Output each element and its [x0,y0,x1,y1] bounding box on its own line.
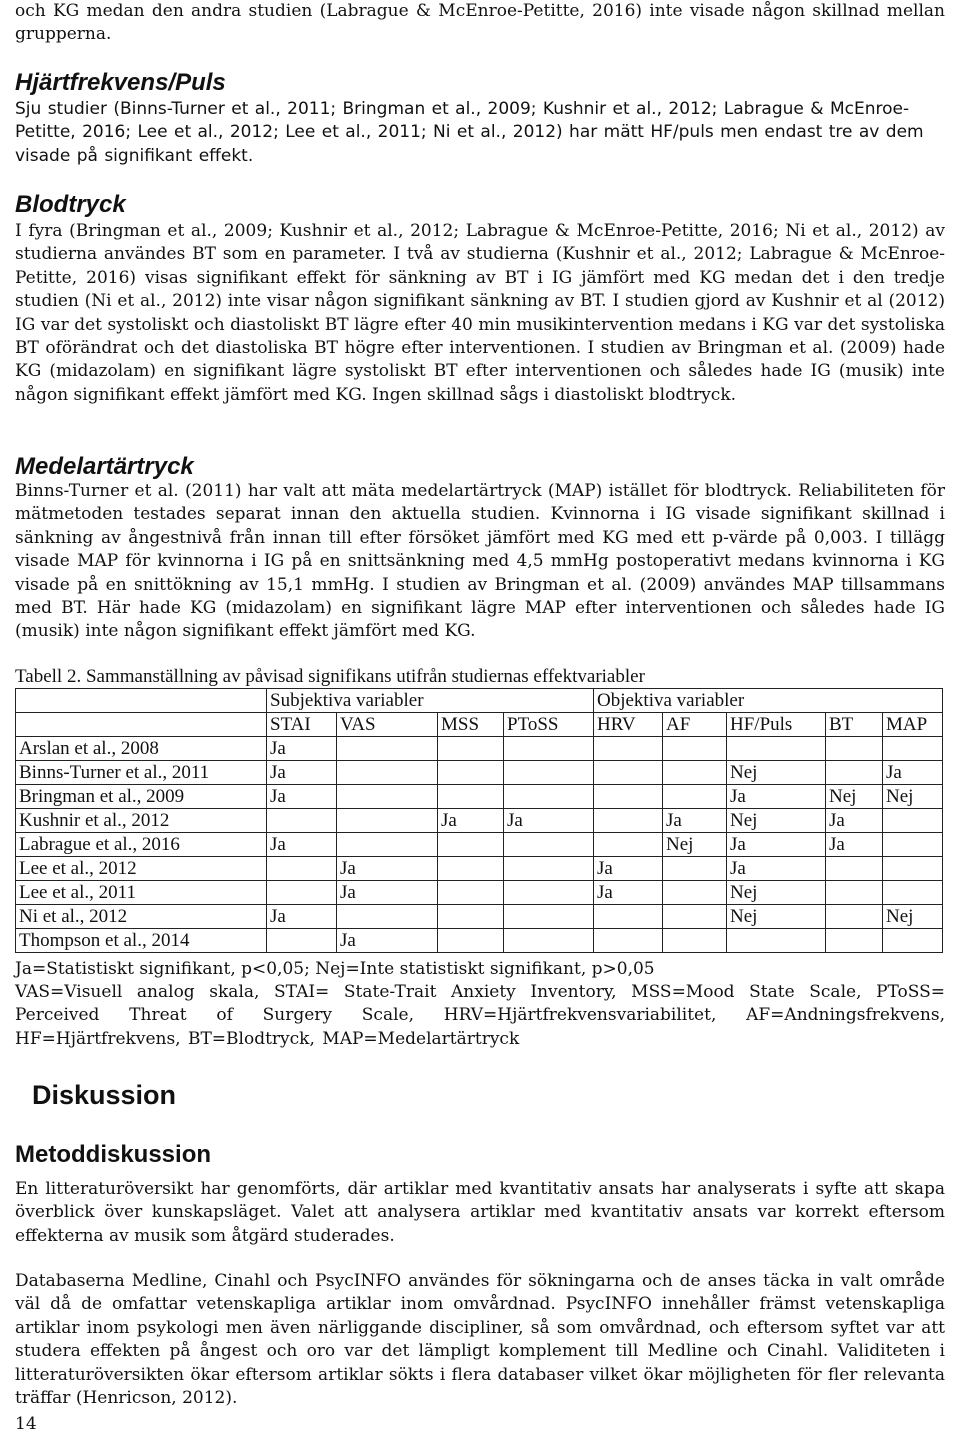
result-cell [267,809,337,833]
table-body [16,737,943,953]
result-cell: Nej [663,833,727,857]
table-row [16,857,943,881]
table-header-row [16,713,943,737]
result-cell [663,785,727,809]
result-cell: Nej [883,905,943,929]
result-cell [663,761,727,785]
column-header: STAI [267,713,337,737]
result-cell [826,881,883,905]
result-cell [438,761,504,785]
study-cell: Labrague et al., 2016 [16,833,267,857]
column-header: HF/Puls [727,713,826,737]
result-cell [883,857,943,881]
result-cell [267,929,337,953]
method-paragraph-1: En litteraturöversikt har genomförts, där artiklar med kvantitativ ansats har analyserats i syfte att skapa överblick över kunskapsläget. Valet att analysera artiklar med kvantitativ ansats var korrekt eftersom effekterna av musik som åtgärd studerades. [15,1179,945,1246]
result-cell [337,785,438,809]
result-cell [267,881,337,905]
study-cell: Bringman et al., 2009 [16,785,267,809]
table-corner-cell [16,689,267,713]
result-cell [438,833,504,857]
bp-paragraph: I fyra (Bringman et al., 2009; Kushnir et al., 2012; Labrague & McEnroe-Petitte, 2016; Ni et al., 2012) av studierna användes BT som en parameter. I två av studierna (Kushnir et al., 2012; Labrague & McEnroe-Petitte, 2016) visas signifikant effekt för sänkning av BT i IG jämfört med KG medan det i den tredje studien (Ni et al., 2012) inte visar någon signifikant sänkning av BT. I studien gjord av Kushnir et al (2012) IG var det systoliskt och diastoliskt BT lägre efter 40 min musikintervention medans i KG var det systoliska BT oförändrat och det diastoliska BT högre efter interventionen. I studien av Bringman et al. (2009) hade KG (midazolam) en signifikant lägre systoliskt BT efter interventionen och således hade IG (musik) inte någon signifikant effekt jämfört med KG. Ingen skillnad sågs i diastoliskt blodtryck. [15,221,945,405]
result-cell [883,833,943,857]
result-cell [504,857,594,881]
result-cell [727,929,826,953]
column-header: BT [826,713,883,737]
result-cell [438,785,504,809]
result-cell [337,905,438,929]
result-cell: Ja [337,881,438,905]
column-header: AF [663,713,727,737]
method-paragraph-2: Databaserna Medline, Cinahl och PsycINFO användes för sökningarna och de anses täcka in valt område väl då de omfattar vetenskapliga artiklar inom omvårdnad. PsycINFO innehåller främst vetenskapliga artiklar inom psykologi men även närliggande discipliner, så som omvårdnad, och eftersom syftet var att studera effekten på ångest och oro var det lämpligt komplement till Medline och Cinahl. Validiteten i litteraturöversikten ökar eftersom artiklar sökts i flera databaser vilket ökar möjligheten för fler relevanta träffar (Henricson, 2012). [15,1271,945,1409]
result-cell [663,929,727,953]
result-cell [337,737,438,761]
hr-heading: Hjärtfrekvens/Puls [15,69,226,96]
result-cell: Ja [594,881,663,905]
study-cell: Arslan et al., 2008 [16,737,267,761]
result-cell: Ja [267,833,337,857]
result-cell: Ja [727,833,826,857]
table-row [16,905,943,929]
method-discussion-heading: Metoddiskussion [15,1141,212,1168]
result-cell: Ja [337,857,438,881]
result-cell [826,905,883,929]
result-cell: Ja [438,809,504,833]
table-row [16,809,943,833]
column-header: PToSS [504,713,594,737]
result-cell [663,857,727,881]
result-cell [438,737,504,761]
result-cell [727,737,826,761]
study-cell: Lee et al., 2012 [16,857,267,881]
result-cell [594,761,663,785]
table-row [16,833,943,857]
result-cell: Ja [267,761,337,785]
study-cell: Lee et al., 2011 [16,881,267,905]
result-cell [883,809,943,833]
table-legend-significance: Ja=Statistiskt signifikant, p<0,05; Nej=Inte statistiskt signifikant, p>0,05 [15,959,655,979]
result-cell: Nej [727,905,826,929]
result-cell [594,929,663,953]
result-cell [594,809,663,833]
study-cell: Ni et al., 2012 [16,905,267,929]
result-cell [594,833,663,857]
result-cell [826,929,883,953]
discussion-heading: Diskussion [32,1080,177,1110]
result-cell [826,737,883,761]
result-cell [594,737,663,761]
result-cell [826,761,883,785]
column-header: MAP [883,713,943,737]
result-cell [504,881,594,905]
map-heading: Medelartärtryck [15,453,194,480]
result-cell [504,761,594,785]
result-cell: Ja [727,785,826,809]
table-caption: Tabell 2. Sammanställning av påvisad signifikans utifrån studiernas effektvariabler [15,666,645,687]
result-cell: Nej [727,809,826,833]
column-header: VAS [337,713,438,737]
map-paragraph: Binns-Turner et al. (2011) har valt att mäta medelartärtryck (MAP) istället för blodtryck. Reliabiliteten för mätmetoden testades separat innan den aktuella studien. Kvinnorna i IG visade signifikant skillnad i sänkning av ångestnivå från innan till efter försöket jämfört med KG med ett p-värde på 0,003. I tillägg visade MAP för kvinnorna i IG på en snittsänkning med 4,5 mmHg postoperativt medans kvinnorna i KG visade på en snittökning av 15,1 mmHg. I studien av Bringman et al. (2009) användes MAP tillsammans med BT. Här hade KG (midazolam) en signifikant lägre MAP efter interventionen och således hade IG (musik) inte någon signifikant effekt jämfört med KG. [15,481,945,642]
intro-paragraph: och KG medan den andra studien (Labrague & McEnroe-Petitte, 2016) inte visade någon skillnad mellan grupperna. [15,1,945,45]
significance-table [15,688,943,953]
result-cell [504,833,594,857]
result-cell [337,833,438,857]
result-cell: Ja [727,857,826,881]
result-cell [267,857,337,881]
result-cell: Ja [883,761,943,785]
study-cell: Binns-Turner et al., 2011 [16,761,267,785]
result-cell [883,881,943,905]
result-cell: Nej [883,785,943,809]
result-cell: Ja [663,809,727,833]
table-group-row [16,689,943,713]
column-header: HRV [594,713,663,737]
result-cell: Nej [727,881,826,905]
result-cell [438,881,504,905]
result-cell: Ja [826,833,883,857]
bp-heading: Blodtryck [15,191,126,218]
study-cell: Thompson et al., 2014 [16,929,267,953]
result-cell [883,737,943,761]
result-cell: Ja [267,737,337,761]
result-cell: Nej [727,761,826,785]
result-cell [663,905,727,929]
result-cell: Ja [504,809,594,833]
result-cell [504,785,594,809]
result-cell [594,785,663,809]
result-cell [438,929,504,953]
result-cell [504,905,594,929]
table-legend-abbreviations: VAS=Visuell analog skala, STAI= State-Trait Anxiety Inventory, MSS=Mood State Scale, PToSS= Perceived Threat of Surgery Scale, HRV=Hjärtfrekvensvariabilitet, AF=Andningsfrekvens, HF=Hjärtfrekvens, BT=Blodtryck, MAP=Medelartärtryck [15,982,945,1049]
result-cell: Ja [594,857,663,881]
table-row [16,929,943,953]
result-cell [337,761,438,785]
table-row [16,737,943,761]
group-subjective: Subjektiva variabler [267,689,594,713]
result-cell [663,881,727,905]
column-header: MSS [438,713,504,737]
result-cell: Ja [267,785,337,809]
result-cell [826,857,883,881]
result-cell [883,929,943,953]
table-row [16,785,943,809]
table-row [16,761,943,785]
result-cell [504,737,594,761]
result-cell [663,737,727,761]
result-cell: Ja [826,809,883,833]
result-cell [438,905,504,929]
table-row [16,881,943,905]
table-header-empty [16,713,267,737]
hr-paragraph: Sju studier (Binns-Turner et al., 2011; Bringman et al., 2009; Kushnir et al., 2012; Labrague & McEnroe-Petitte, 2016; Lee et al., 2012; Lee et al., 2011; Ni et al., 2012) har mätt HF/puls men endast tre av dem visade på signifikant effekt. [15,99,924,166]
result-cell: Ja [267,905,337,929]
result-cell [594,905,663,929]
result-cell [504,929,594,953]
group-objective: Objektiva variabler [594,689,943,713]
result-cell: Nej [826,785,883,809]
result-cell: Ja [337,929,438,953]
result-cell [337,809,438,833]
result-cell [438,857,504,881]
page-number: 14 [15,1414,37,1434]
study-cell: Kushnir et al., 2012 [16,809,267,833]
